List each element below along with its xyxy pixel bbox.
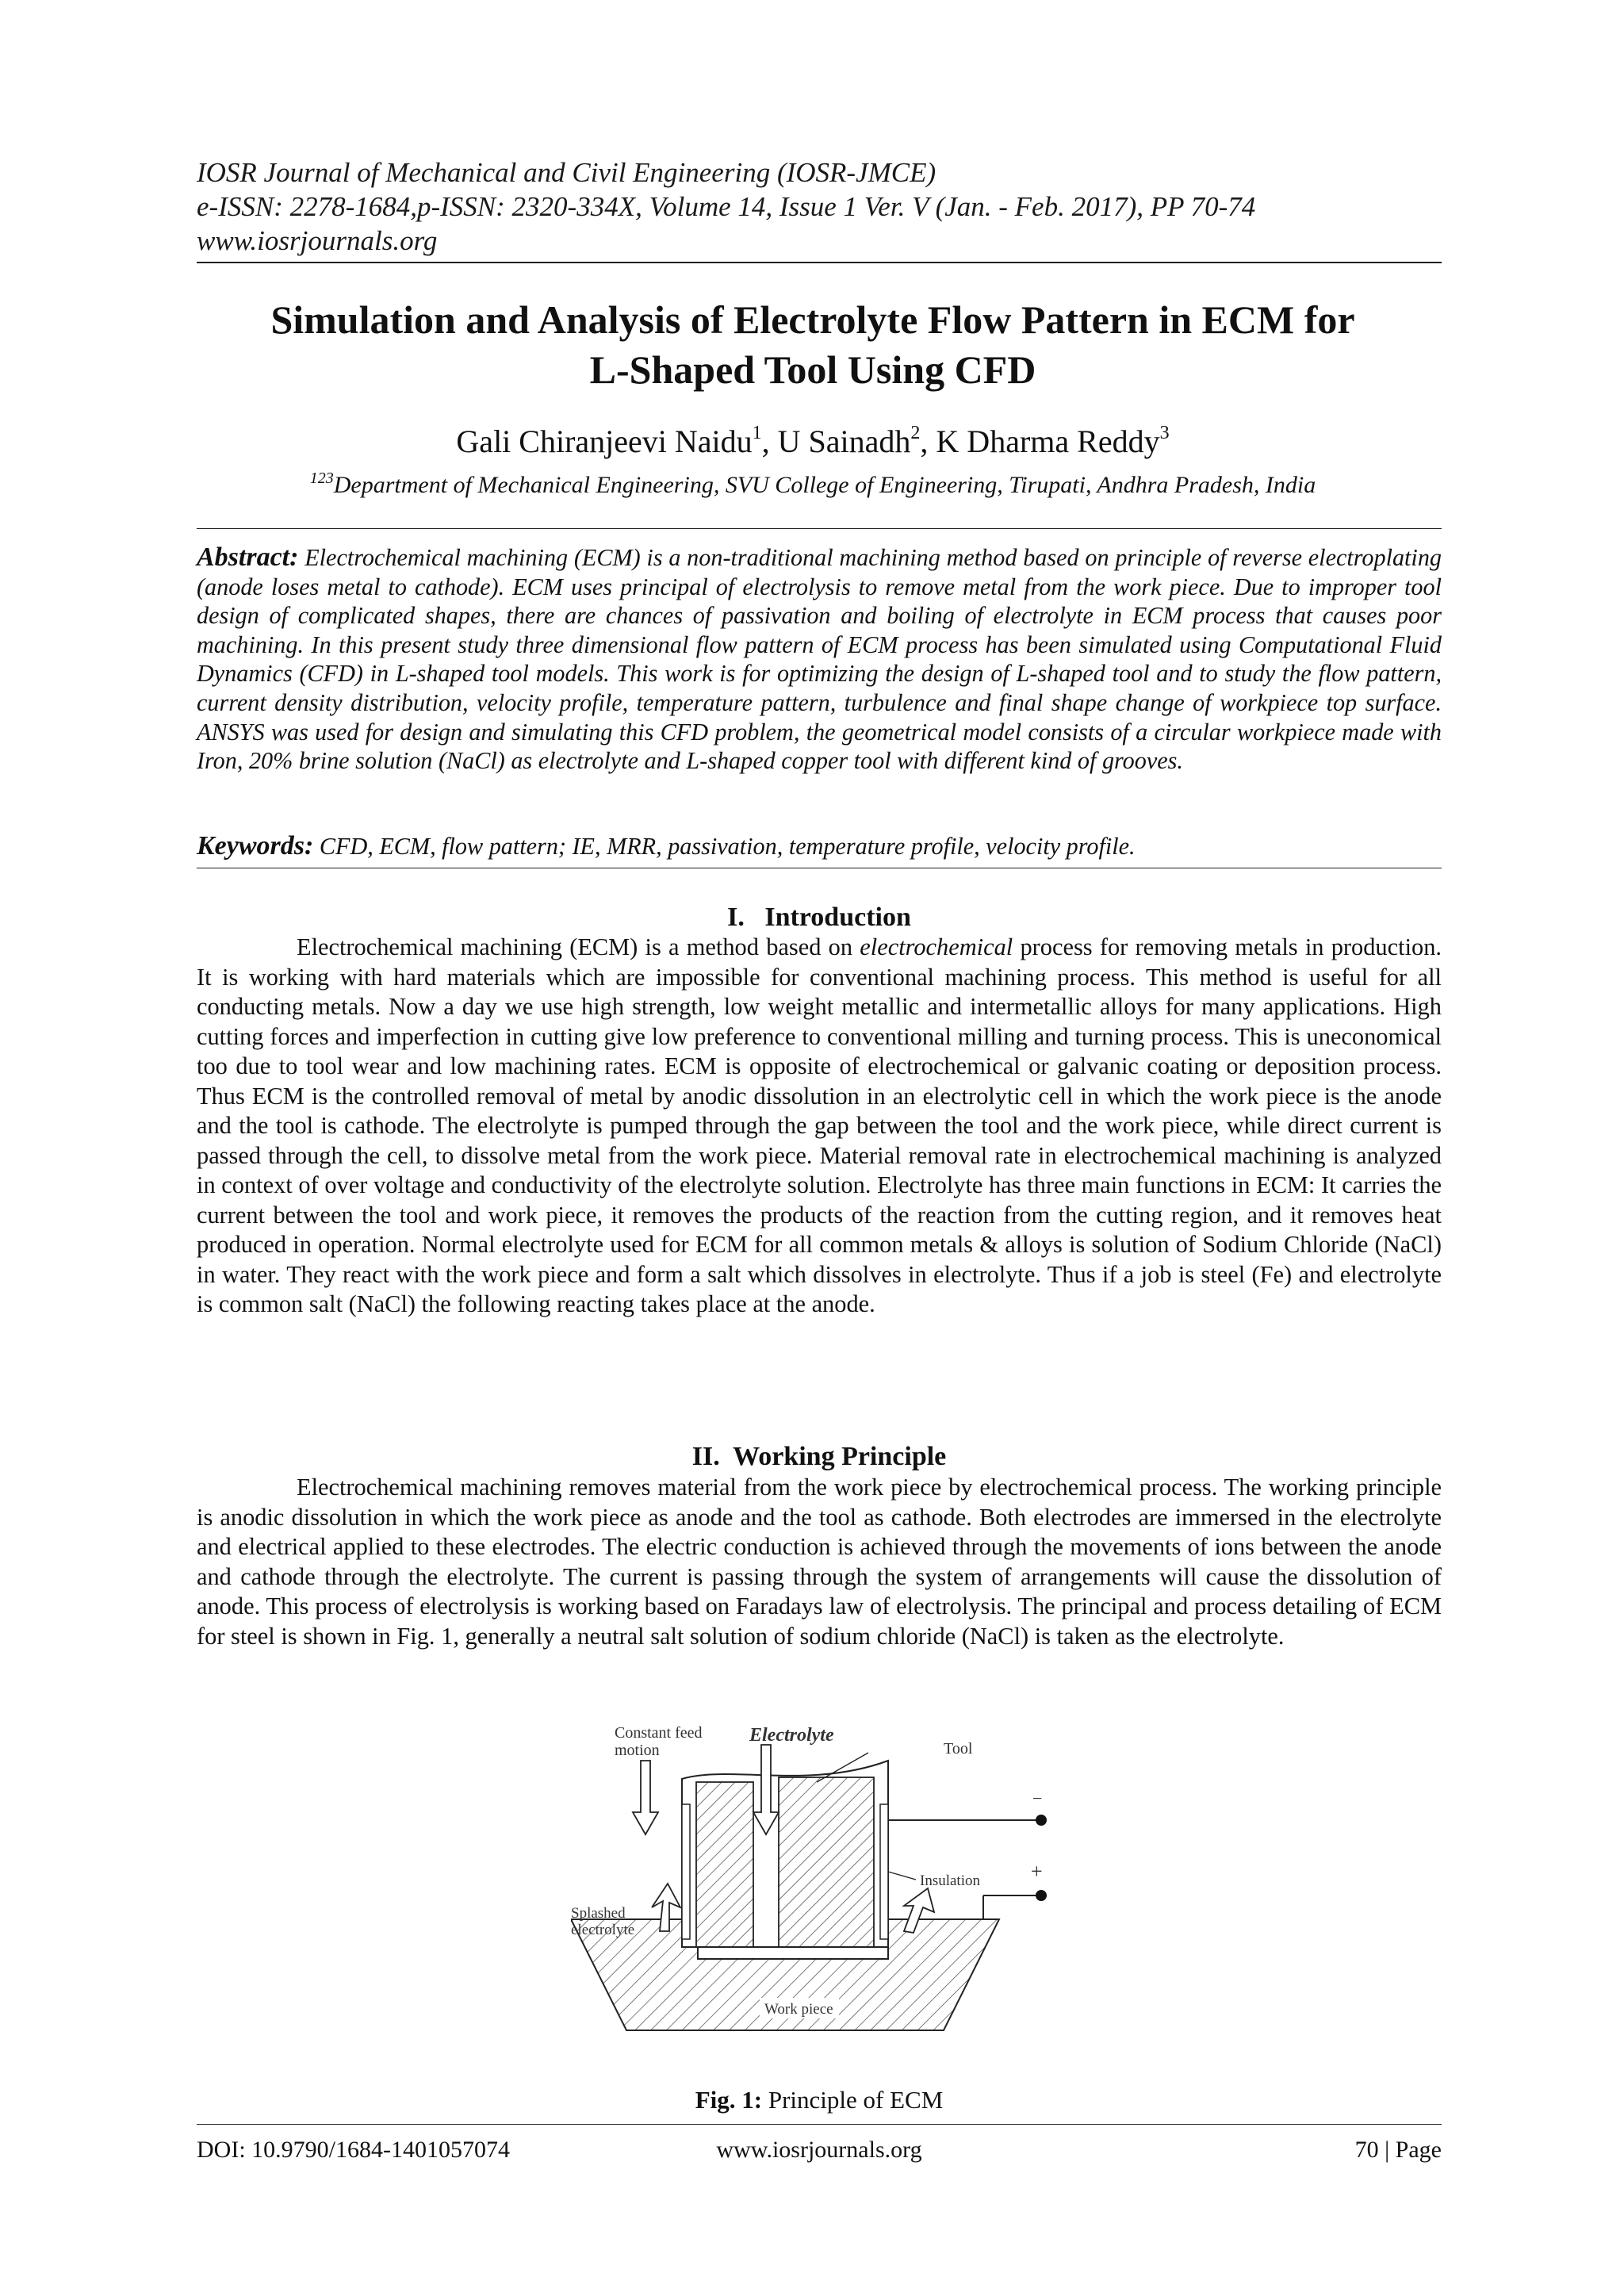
section-heading: I. Introduction — [727, 903, 911, 932]
footer-page-number: 70 | Page — [1354, 2137, 1442, 2163]
footer-website: www.iosrjournals.org — [716, 2137, 922, 2163]
title-line-1: Simulation and Analysis of Electrolyte Flow Pattern in ECM for — [270, 297, 1355, 342]
affiliation-text: Department of Mechanical Engineering, SVU College of Engineering, Tirupati, Andhra Pradesh, India — [333, 472, 1316, 498]
author-name: U Sainadh — [777, 424, 911, 459]
caption-text: Principle of ECM — [762, 2086, 944, 2114]
label-splashed-electrolyte: electrolyte — [571, 1922, 635, 1938]
author-separator: , — [761, 424, 778, 459]
author-name: Gali Chiranjeevi Naidu — [456, 424, 753, 459]
label-splashed: Splashed — [571, 1905, 626, 1922]
label-motion: motion — [615, 1742, 660, 1759]
label-positive: + — [1031, 1860, 1043, 1883]
label-insulation: Insulation — [920, 1872, 980, 1889]
label-constant-feed: Constant feed — [615, 1724, 703, 1742]
label-electrolyte: Electrolyte — [749, 1725, 834, 1746]
abstract-label: Abstract: — [197, 542, 299, 572]
emphasis-text: electrochemical — [860, 933, 1013, 960]
keywords — [197, 832, 1442, 861]
affiliation-mark: 123 — [309, 470, 334, 487]
abstract — [197, 543, 1442, 776]
insulation-strip — [682, 1804, 690, 1939]
journal-website: www.iosrjournals.org — [197, 225, 438, 256]
ecm-diagram-svg — [571, 1717, 1055, 2078]
working-principle-paragraph — [197, 1473, 1442, 1651]
title-line-2: L-Shaped Tool Using CFD — [589, 347, 1036, 392]
positive-terminal — [1036, 1890, 1047, 1901]
footer-doi: DOI: 10.9790/1684-1401057074 — [197, 2137, 510, 2163]
author-name: K Dharma Reddy — [936, 424, 1160, 459]
label-workpiece: Work piece — [764, 2001, 833, 2018]
abstract-top-rule — [197, 528, 1442, 529]
figure-caption — [197, 2084, 1442, 2116]
author-affiliation-mark: 3 — [1159, 423, 1170, 443]
abstract-text: Electrochemical machining (ECM) is a non-traditional machining method based on principle of reverse electroplating (anode loses metal to cathode). ECM uses principal of electrolysis to remove metal from the work piece. Due to improper tool design of complicated shapes, there are chances of passivation and boiling of electrolyte in ECM process that causes poor machining. In this present study three dimensional flow pattern of ECM process has been simulated using Computational Fluid Dynamics (CFD) in L-shaped tool models. This work is for optimizing the design of L-shaped tool and to study the flow pattern, current density distribution, velocity profile, temperature pattern, turbulence and final shape change of workpiece top surface. ANSYS was used for design and simulating this CFD problem, the geometrical model consists of a circular workpiece made with Iron, 20% brine solution (NaCl) as electrolyte and L-shaped copper tool with different kind of grooves. — [197, 544, 1442, 775]
tool-right-half — [779, 1777, 874, 1947]
paragraph-text: Electrochemical machining removes material from the work piece by electrochemical process. The working principle is anodic dissolution in which the work piece as anode and the tool as cathode. Both electrodes are immersed in the electrolyte and electrical applied to these electrodes. The electric conduction is achieved through the movements of ions between the anode and cathode through the electrolyte. The current is passing through the system of arrangements will cause the dissolution of anode. This process of electrolysis is working based on Faradays law of electrolysis. The principal and process detailing of ECM for steel is shown in Fig. 1, generally a neutral salt solution of sodium chloride (NaCl) is taken as the electrolyte. — [197, 1474, 1442, 1650]
author-list — [159, 422, 1467, 462]
paragraph-text: Electrochemical machining (ECM) is a method based on — [297, 933, 860, 960]
section-heading: II. Working Principle — [691, 1442, 947, 1471]
introduction-paragraph — [197, 933, 1442, 1320]
header-rule — [197, 262, 1442, 263]
insulation-leader-line — [888, 1872, 916, 1880]
journal-issn: e-ISSN: 2278-1684,p-ISSN: 2320-334X, Volume 14, Issue 1 Ver. V (Jan. - Feb. 2017), PP 70-74 — [197, 191, 1256, 222]
keywords-label: Keywords: — [197, 831, 314, 861]
paragraph-text: process for removing metals in production. It is working with hard materials which are impossible for conventional machining process. This method is useful for all conducting metals. Now a day we use high strength, low weight metallic and intermetallic alloys for many applications. High cutting forces and imperfection in cutting give low preference to conventional milling and turning process. This is uneconomical too due to tool wear and low machining rates. ECM is opposite of electrochemical or galvanic coating or deposition process. Thus ECM is the controlled removal of metal by anodic dissolution in an electrolytic cell in which the work piece is the anode and the tool is cathode. The electrolyte is pumped through the gap between the tool and the work piece, while direct current is passed through the cell, to dissolve metal from the work piece. Material removal rate in electrochemical machining is analyzed in context of over voltage and conductivity of the electrolyte solution. Electrolyte has three main functions in ECM: It carries the current between the tool and work piece, it removes the products of the reaction from the cutting region, and it removes heat produced in operation. Normal electrolyte used for ECM for all common metals & alloys is solution of Sodium Chloride (NaCl) in water. They react with the work piece and form a salt which dissolves in electrolyte. Thus if a job is steel (Fe) and electrolyte is common salt (NaCl) the following reacting takes place at the anode. — [197, 933, 1442, 1317]
paper-title — [159, 295, 1467, 395]
label-negative: − — [1032, 1788, 1043, 1808]
caption-label: Fig. 1: — [695, 2086, 763, 2114]
insulation-strip — [880, 1804, 888, 1939]
footer-rule — [197, 2124, 1442, 2125]
feed-arrow — [633, 1761, 658, 1834]
author-affiliation-mark: 1 — [752, 423, 762, 443]
affiliation — [159, 470, 1467, 500]
negative-terminal — [1036, 1815, 1047, 1826]
journal-name: IOSR Journal of Mechanical and Civil Engineering (IOSR-JMCE) — [197, 157, 936, 188]
journal-header — [197, 155, 1442, 258]
author-affiliation-mark: 2 — [910, 423, 921, 443]
label-tool: Tool — [944, 1740, 973, 1757]
ecm-principle-diagram — [571, 1717, 1055, 2078]
keywords-text: CFD, ECM, flow pattern; IE, MRR, passivation, temperature profile, velocity profile. — [319, 833, 1136, 860]
tool-left-half — [696, 1782, 753, 1947]
author-separator: , — [920, 424, 936, 459]
